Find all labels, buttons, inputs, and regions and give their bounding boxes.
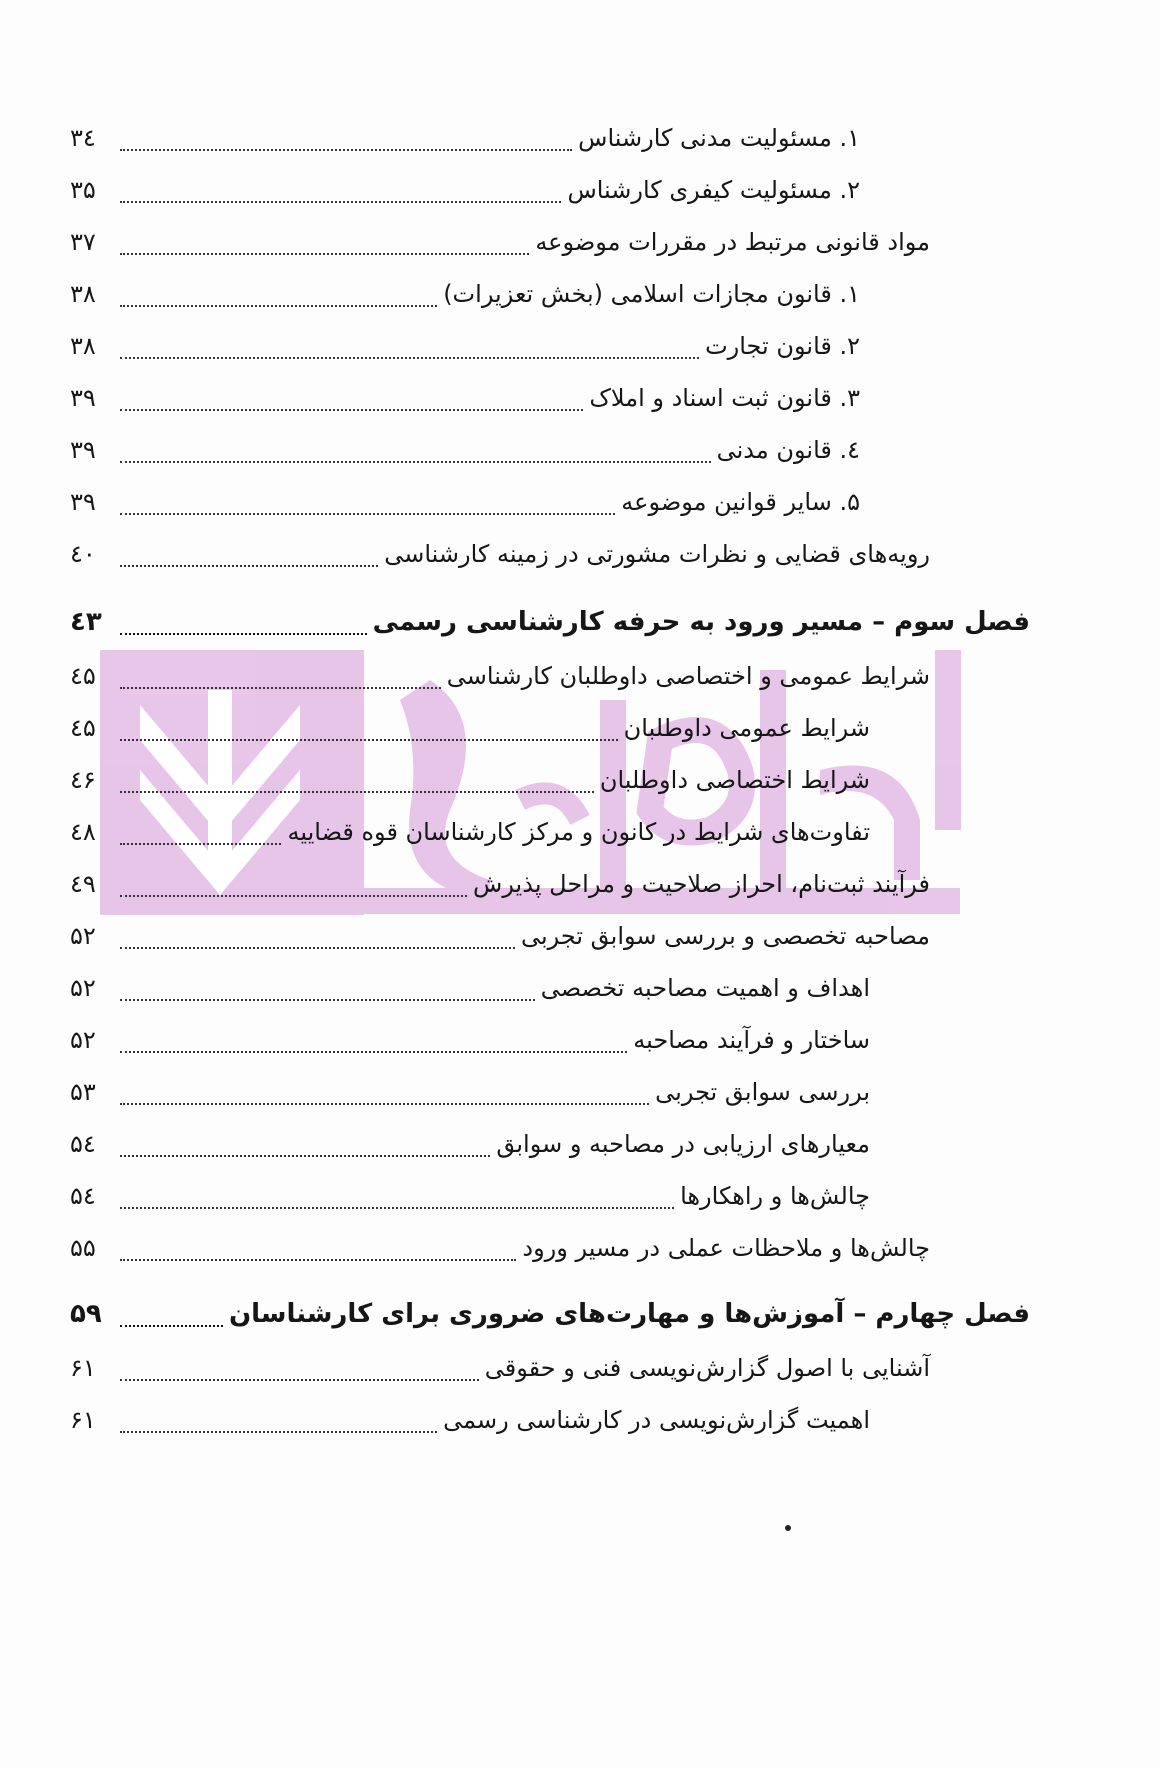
dot-leader: [120, 937, 515, 949]
dot-leader: [120, 833, 281, 845]
toc-entry-title: ۵. سایر قوانین موضوعه: [621, 488, 860, 516]
toc-entry-page: ٤۰: [70, 540, 96, 568]
toc-entry[interactable]: [70, 1228, 930, 1268]
toc-entry[interactable]: [70, 430, 860, 470]
dot-leader: [120, 729, 618, 741]
toc-entry-page: ۵۵: [70, 1234, 96, 1262]
toc-entry-page: ۳٤: [70, 124, 96, 152]
toc-entry[interactable]: [70, 1348, 930, 1388]
dot-leader: [120, 623, 367, 635]
dot-leader: [120, 399, 583, 411]
dot-leader: [120, 451, 711, 463]
dot-leader: [120, 1369, 479, 1381]
toc-chapter-entry[interactable]: [70, 602, 1030, 642]
toc-chapter-page: ٤۳: [70, 607, 102, 637]
toc-entry-page: ٤۵: [70, 714, 96, 742]
toc-entry-page: ۳۹: [70, 436, 96, 464]
toc-chapter-title: فصل سوم – مسیر ورود به حرفه کارشناسی رسمی: [372, 607, 1030, 637]
dot-leader: [120, 1249, 516, 1261]
toc-entry-page: ٤۶: [70, 766, 96, 794]
dot-leader: [120, 885, 467, 897]
dot-leader: [120, 1197, 674, 1209]
toc-entry[interactable]: [70, 170, 860, 210]
toc-entry[interactable]: [70, 760, 870, 800]
toc-entry[interactable]: [70, 1124, 870, 1164]
dot-leader: [120, 243, 529, 255]
dot-leader: [120, 503, 615, 515]
toc-entry-title: رویه‌های قضایی و نظرات مشورتی در زمینه کارشناسی: [384, 540, 930, 568]
toc-entry-title: آشنایی با اصول گزارش‌نویسی فنی و حقوقی: [484, 1354, 930, 1382]
toc-entry-title: ٤. قانون مدنی: [716, 436, 860, 464]
dot-leader: [120, 781, 594, 793]
toc-entry[interactable]: [70, 1400, 870, 1440]
toc-entry-page: ۳۹: [70, 488, 96, 516]
toc-entry-title: ۲. مسئولیت کیفری کارشناس: [567, 176, 860, 204]
toc-entry-page: ۳۷: [70, 228, 96, 256]
toc-entry-title: بررسی سوابق تجربی: [655, 1078, 870, 1106]
toc-entry[interactable]: [70, 656, 930, 696]
toc-entry-page: ۳۸: [70, 280, 96, 308]
toc-entry-title: مصاحبه تخصصی و بررسی سوابق تجربی: [520, 922, 930, 950]
toc-entry-title: اهمیت گزارش‌نویسی در کارشناسی رسمی: [443, 1406, 870, 1434]
toc-entry-page: ٤۹: [70, 870, 96, 898]
toc-entry[interactable]: [70, 1020, 870, 1060]
toc-entry-title: چالش‌ها و راهکارها: [680, 1182, 870, 1210]
dot-leader: [120, 1041, 627, 1053]
dot-leader: [120, 1421, 437, 1433]
toc-entry-page: ۶۱: [70, 1354, 96, 1382]
toc-entry[interactable]: [70, 812, 870, 852]
toc-entry-page: ۵٤: [70, 1182, 96, 1210]
toc-entry[interactable]: [70, 1176, 870, 1216]
toc-entry-page: ۳۹: [70, 384, 96, 412]
toc-entry-page: ۳۵: [70, 176, 96, 204]
toc-entry-title: ۱. مسئولیت مدنی کارشناس: [578, 124, 860, 152]
toc-entry[interactable]: [70, 326, 860, 366]
toc-entry-title: معیارهای ارزیابی در مصاحبه و سوابق: [496, 1130, 870, 1158]
toc-entry[interactable]: [70, 118, 860, 158]
toc-chapter-page: ۵۹: [70, 1299, 102, 1329]
toc-entry-title: مواد قانونی مرتبط در مقررات موضوعه: [535, 228, 930, 256]
toc-entry-page: ۳۸: [70, 332, 96, 360]
dot-leader: [120, 989, 535, 1001]
dot-leader: [120, 1093, 649, 1105]
toc-entry[interactable]: [70, 378, 860, 418]
toc-entry-page: ٤۵: [70, 662, 96, 690]
dot-leader: [120, 295, 437, 307]
toc-entry[interactable]: [70, 1072, 870, 1112]
toc-entry[interactable]: [70, 916, 930, 956]
toc-entry-page: ۵۳: [70, 1078, 96, 1106]
toc-entry-title: ۳. قانون ثبت اسناد و املاک: [589, 384, 860, 412]
toc-entry-title: شرایط عمومی داوطلبان: [623, 714, 870, 742]
toc-entry[interactable]: [70, 222, 930, 262]
toc-entry-page: ۵۲: [70, 974, 96, 1002]
toc-entry-title: ۱. قانون مجازات اسلامی (بخش تعزیرات): [443, 280, 860, 308]
dot-leader: [120, 139, 572, 151]
toc-entry-title: فرآیند ثبت‌نام، احراز صلاحیت و مراحل پذیرش: [473, 870, 930, 898]
toc-entry-page: ٤۸: [70, 818, 96, 846]
toc-entry-page: ۵٤: [70, 1130, 96, 1158]
toc-entry-page: ۶۱: [70, 1406, 96, 1434]
print-speck: [785, 1525, 791, 1531]
dot-leader: [120, 1315, 223, 1327]
dot-leader: [120, 347, 699, 359]
toc-entry-title: اهداف و اهمیت مصاحبه تخصصی: [540, 974, 870, 1002]
toc-entry-page: ۵۲: [70, 922, 96, 950]
toc-entry[interactable]: [70, 482, 860, 522]
toc-entry[interactable]: [70, 708, 870, 748]
dot-leader: [120, 1145, 490, 1157]
dot-leader: [120, 677, 441, 689]
dot-leader: [120, 191, 561, 203]
toc-entry-title: تفاوت‌های شرایط در کانون و مرکز کارشناسان قوه قضاییه: [287, 818, 870, 846]
dot-leader: [120, 555, 378, 567]
toc-entry[interactable]: [70, 534, 930, 574]
toc-entry-title: شرایط اختصاصی داوطلبان: [599, 766, 870, 794]
toc-entry-page: ۵۲: [70, 1026, 96, 1054]
toc-entry[interactable]: [70, 274, 860, 314]
toc-entry-title: ۲. قانون تجارت: [705, 332, 860, 360]
toc-entry-title: ساختار و فرآیند مصاحبه: [633, 1026, 870, 1054]
toc-entry[interactable]: [70, 864, 930, 904]
toc-entry[interactable]: [70, 968, 870, 1008]
toc-entry-title: چالش‌ها و ملاحظات عملی در مسیر ورود: [522, 1234, 930, 1262]
toc-chapter-title: فصل چهارم – آموزش‌ها و مهارت‌های ضروری برای کارشناسان: [228, 1299, 1030, 1329]
toc-entry-title: شرایط عمومی و اختصاصی داوطلبان کارشناسی: [446, 662, 930, 690]
toc-chapter-entry[interactable]: [70, 1294, 1030, 1334]
